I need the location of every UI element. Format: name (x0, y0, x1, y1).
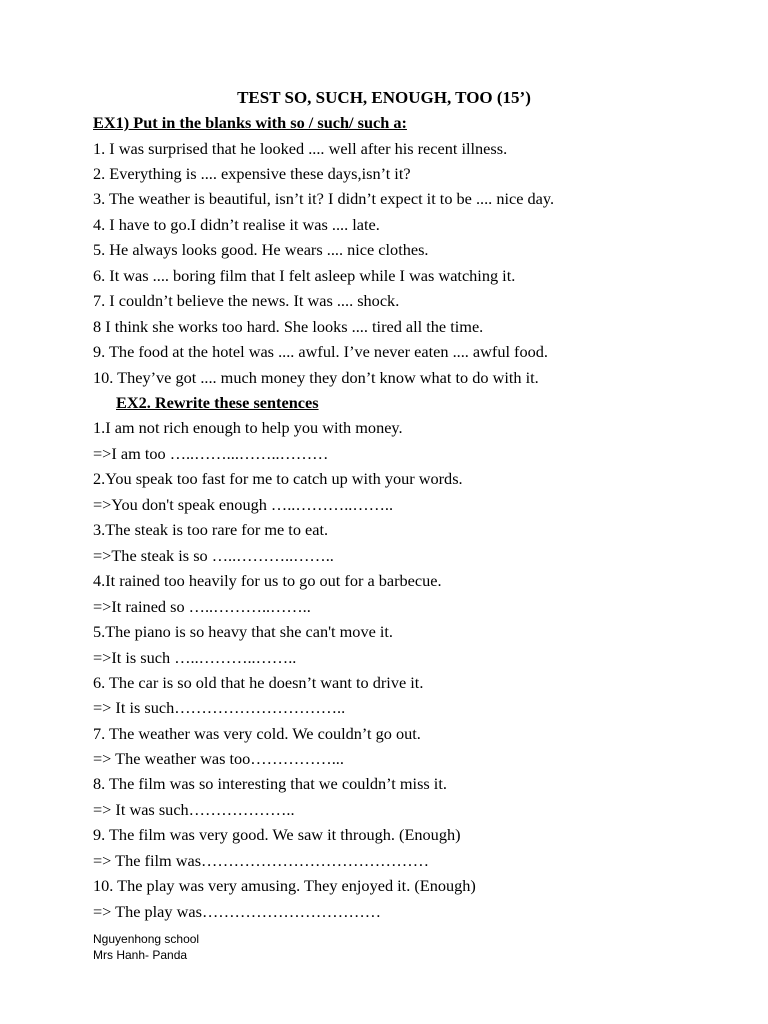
ex1-item: 1. I was surprised that he looked .... well after his recent illness. (93, 139, 508, 158)
ex2-item: 10. The play was very amusing. They enjoyed it. (Enough) (93, 876, 476, 895)
ex2-answer-line: =>It rained so …..………..…….. (93, 597, 311, 616)
ex2-item: 3.The steak is too rare for me to eat. (93, 520, 329, 539)
ex2-answer-line: => The film was…………………………………… (93, 851, 429, 870)
ex2-heading: EX2. Rewrite these sentences (116, 393, 319, 412)
ex1-item: 5. He always looks good. He wears .... nice clothes. (93, 240, 429, 259)
page-title: TEST SO, SUCH, ENOUGH, TOO (15’) (237, 88, 531, 107)
ex2-item: 5.The piano is so heavy that she can't move it. (93, 622, 393, 641)
ex2-item: 7. The weather was very cold. We couldn’t go out. (93, 724, 421, 743)
ex2-answer-line: =>It is such …..………..…….. (93, 648, 297, 667)
ex1-item: 4. I have to go.I didn’t realise it was .... late. (93, 215, 380, 234)
footer-author: Mrs Hanh- Panda (93, 948, 188, 962)
ex1-item: 3. The weather is beautiful, isn’t it? I didn’t expect it to be .... nice day. (93, 189, 555, 208)
ex2-answer-line: =>I am too …..……...……..……… (93, 444, 329, 463)
ex2-item: 9. The film was very good. We saw it through. (Enough) (93, 825, 461, 844)
ex2-answer-line: => It was such……………….. (93, 800, 295, 819)
ex2-answer-line: => The weather was too……………... (93, 749, 344, 768)
ex1-item: 9. The food at the hotel was .... awful. I’ve never eaten .... awful food. (93, 342, 548, 361)
ex1-item: 2. Everything is .... expensive these days,isn’t it? (93, 164, 411, 183)
ex2-item: 8. The film was so interesting that we couldn’t miss it. (93, 774, 447, 793)
ex2-item: 6. The car is so old that he doesn’t want to drive it. (93, 673, 424, 692)
ex1-item: 7. I couldn’t believe the news. It was .... shock. (93, 291, 400, 310)
ex2-item: 2.You speak too fast for me to catch up with your words. (93, 469, 463, 488)
ex1-heading: EX1) Put in the blanks with so / such/ such a: (93, 113, 407, 132)
ex1-item: 6. It was .... boring film that I felt asleep while I was watching it. (93, 266, 516, 285)
footer-school: Nguyenhong school (93, 932, 200, 946)
ex1-item: 8 I think she works too hard. She looks .... tired all the time. (93, 317, 484, 336)
ex2-answer-line: => It is such………………………….. (93, 698, 346, 717)
ex2-item: 4.It rained too heavily for us to go out for a barbecue. (93, 571, 442, 590)
ex2-item: 1.I am not rich enough to help you with money. (93, 418, 403, 437)
ex2-answer-line: => The play was…………………………… (93, 902, 382, 921)
ex1-item: 10. They’ve got .... much money they don’t know what to do with it. (93, 368, 539, 387)
ex2-answer-line: =>The steak is so …..………..…….. (93, 546, 334, 565)
ex2-answer-line: =>You don't speak enough …..………..…….. (93, 495, 394, 514)
